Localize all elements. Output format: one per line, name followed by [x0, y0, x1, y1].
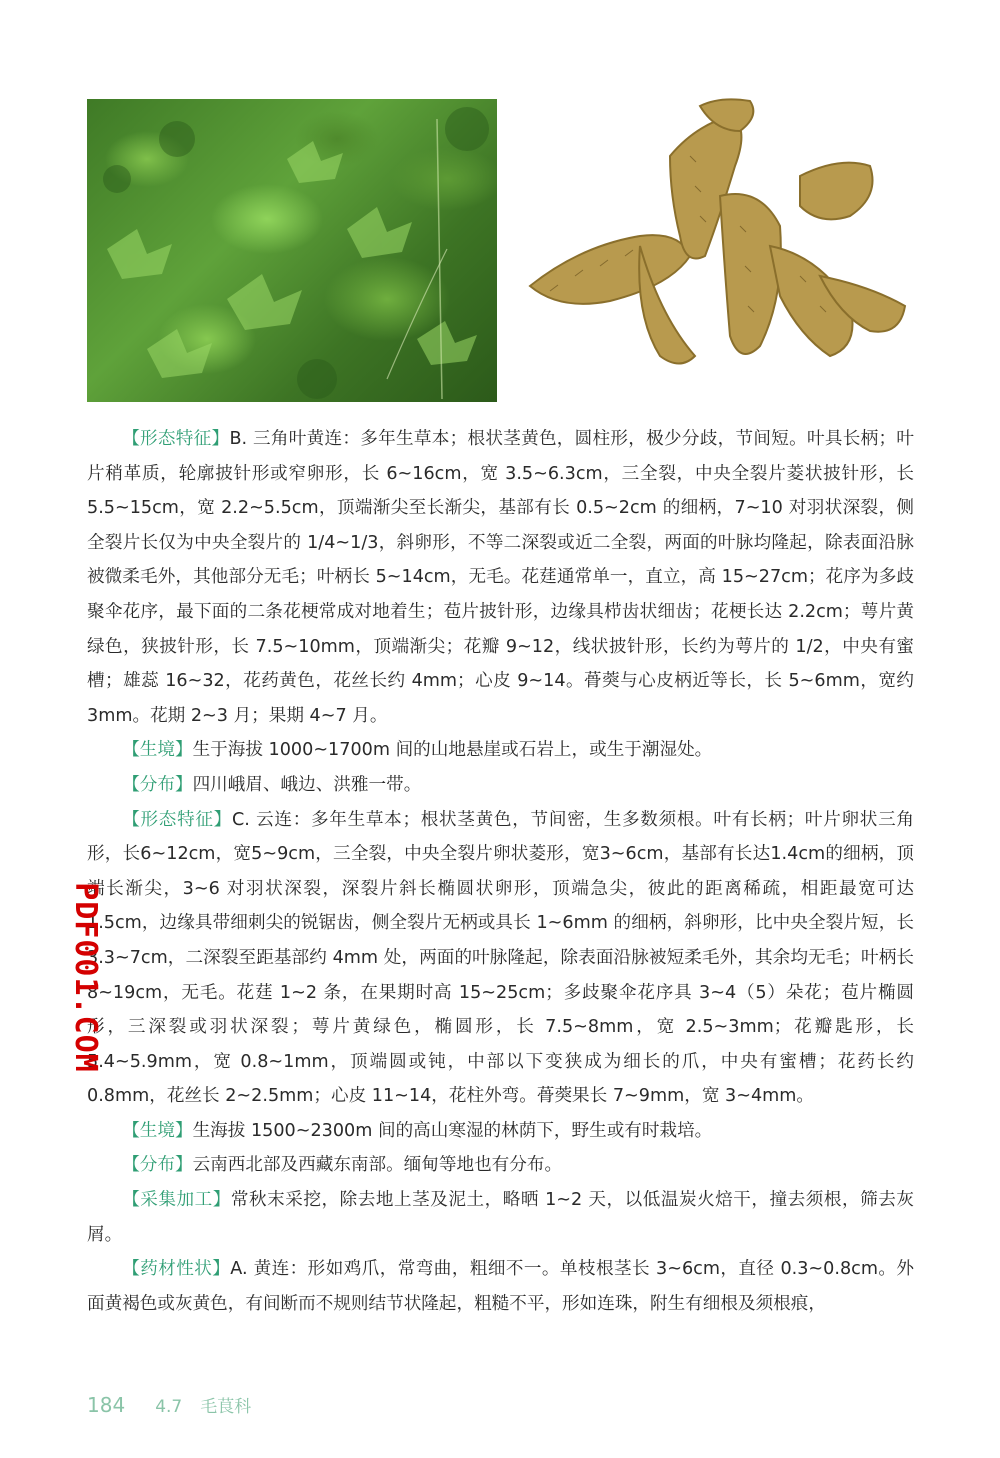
plant-photo [87, 99, 497, 402]
paragraph [87, 803, 914, 1114]
dried-rhizome-photo [520, 96, 915, 374]
section-tag: 【形态特征】 [122, 429, 230, 449]
section-tag: 【分布】 [122, 1155, 193, 1176]
paragraph-text: B. 三角叶黄连：多年生草本；根状茎黄色，圆柱形，极少分歧，节间短。叶具长柄；叶片稍革质，轮廓披针形或窄卵形，长 6~16cm，宽 3.5~6.3cm，三全裂，中央全裂片菱状披针形，长 5.5~15cm，宽 2.2~5.5cm，顶端渐尖至长渐尖，基部有长 0.5~2cm 的细柄，7~10 对羽状深裂，侧全裂片长仅为中央全裂片的 1/4~1/3，斜卵形，不等二深裂或近二全裂，两面的叶脉均隆起，除表面沿脉被微柔毛外，其他部分无毛；叶柄长 5~14cm，无毛。花莛通常单一，直立，高 15~27cm；花序为多歧聚伞花序，最下面的二条花梗常成对地着生；苞片披针形，边缘具栉齿状细齿；花梗长达 2.2cm；萼片黄绿色，狭披针形，长 7.5~10mm，顶端渐尖；花瓣 9~12，线状披针形，长约为萼片的 1/2，中央有蜜槽；雄蕊 16~32，花药黄色，花丝长约 4mm；心皮 9~14。蓇葖与心皮柄近等长，长 5~6mm，宽约 3mm。花期 2~3 月；果期 4~7 月。 [87, 429, 914, 726]
section-tag: 【形态特征】 [122, 809, 232, 830]
paragraph [87, 1183, 914, 1252]
section-tag: 【生境】 [122, 740, 193, 761]
watermark: PDF001.COM [67, 882, 103, 1073]
section-title: 毛茛科 [200, 1397, 252, 1417]
paragraph [87, 1114, 914, 1149]
paragraph [87, 1148, 914, 1183]
paragraph [87, 1252, 914, 1321]
page-footer [87, 1392, 251, 1417]
section-tag: 【药材性状】 [122, 1259, 231, 1280]
paragraph [87, 733, 914, 768]
paragraph-text: 常秋末采挖，除去地上茎及泥土，略晒 1~2 天，以低温炭火焙干，撞去须根，筛去灰屑。 [87, 1190, 914, 1245]
section-tag: 【采集加工】 [122, 1190, 231, 1211]
page-number: 184 [87, 1393, 126, 1417]
paragraph-text: 四川峨眉、峨边、洪雅一带。 [192, 774, 422, 795]
main-text [87, 422, 914, 1321]
paragraph-text: 生海拔 1500~2300m 间的高山寒湿的林荫下，野生或有时栽培。 [192, 1120, 713, 1141]
paragraph [87, 768, 914, 803]
section-tag: 【分布】 [122, 774, 193, 795]
section-tag: 【生境】 [122, 1120, 193, 1141]
paragraph [87, 422, 914, 733]
paragraph-text: 云南西北部及西藏东南部。缅甸等地也有分布。 [192, 1155, 563, 1176]
paragraph-text: 生于海拔 1000~1700m 间的山地悬崖或石岩上，或生于潮湿处。 [192, 740, 713, 761]
paragraph-text: A. 黄连：形如鸡爪，常弯曲，粗细不一。单枝根茎长 3~6cm，直径 0.3~0.8cm。外面黄褐色或灰黄色，有间断而不规则结节状隆起，粗糙不平，形如连珠，附生有细根及须根痕， [87, 1259, 914, 1314]
paragraph-text: C. 云连：多年生草本；根状茎黄色，节间密，生多数须根。叶有长柄；叶片卵状三角形，长6~12cm，宽5~9cm，三全裂，中央全裂片卵状菱形，宽3~6cm，基部有长达1.4cm的细柄，顶端长渐尖，3~6 对羽状深裂，深裂片斜长椭圆状卵形，顶端急尖，彼此的距离稀疏，相距最宽可达 1.5cm，边缘具带细刺尖的锐锯齿，侧全裂片无柄或具长 1~6mm 的细柄，斜卵形，比中央全裂片短，长 3.3~7cm，二深裂至距基部约 4mm 处，两面的叶脉隆起，除表面沿脉被短柔毛外，其余均无毛；叶柄长 8~19cm，无毛。花莛 1~2 条，在果期时高 15~25cm；多歧聚伞花序具 3~4（5）朵花；苞片椭圆形，三深裂或羽状深裂；萼片黄绿色，椭圆形，长 7.5~8mm，宽 2.5~3mm；花瓣匙形，长 5.4~5.9mm，宽 0.8~1mm，顶端圆或钝，中部以下变狭成为细长的爪，中央有蜜槽；花药长约 0.8mm，花丝长 2~2.5mm；心皮 11~14，花柱外弯。蓇葖果长 7~9mm，宽 3~4mm。 [87, 809, 914, 1107]
section-number: 4.7 [155, 1397, 183, 1417]
